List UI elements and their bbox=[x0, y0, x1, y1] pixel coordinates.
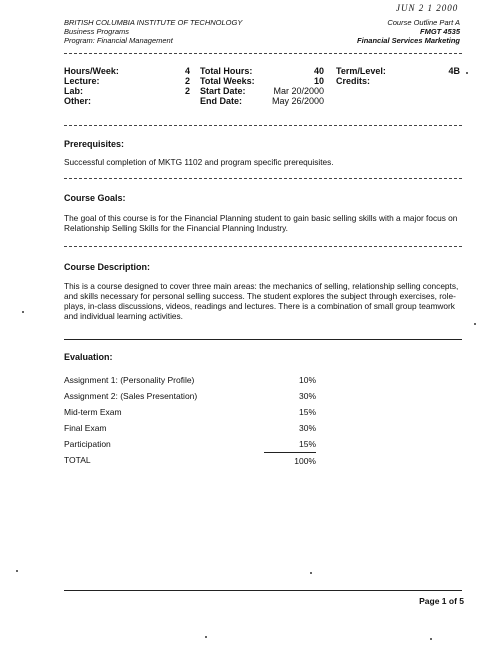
schedule-values-col2 bbox=[178, 66, 190, 106]
outline-part: Course Outline Part A bbox=[387, 18, 460, 27]
start-date-value: Mar 20/2000 bbox=[273, 86, 324, 96]
evaluation-title: Evaluation: bbox=[64, 352, 113, 362]
evaluation-item: Mid-term Exam bbox=[64, 407, 122, 417]
goals-title: Course Goals: bbox=[64, 193, 126, 203]
received-date-stamp: JUN 2 1 2000 bbox=[396, 3, 459, 13]
evaluation-row bbox=[64, 372, 324, 388]
schedule-value bbox=[178, 96, 190, 106]
prerequisites-text: Successful completion of MKTG 1102 and program specific prerequisites. bbox=[64, 157, 334, 167]
goals-text: The goal of this course is for the Financial Planning student to gain basic selling skills with a major focus on Relationship Selling Skills for the Financial Planning Industry. bbox=[64, 213, 458, 233]
evaluation-item: Assignment 1: (Personality Profile) bbox=[64, 375, 195, 385]
course-code: FMGT 4535 bbox=[419, 27, 460, 36]
department-name: Business Programs bbox=[64, 27, 130, 36]
evaluation-total-row bbox=[64, 452, 324, 468]
header-institution bbox=[64, 18, 242, 45]
evaluation-item: Participation bbox=[64, 439, 111, 449]
section-divider bbox=[64, 246, 462, 247]
footer-divider bbox=[64, 590, 462, 591]
scan-speck bbox=[310, 572, 312, 574]
evaluation-row bbox=[64, 420, 324, 436]
schedule-labels-col1 bbox=[64, 66, 174, 106]
end-date-value: May 26/2000 bbox=[271, 96, 324, 106]
evaluation-weight: 30% bbox=[298, 391, 316, 401]
evaluation-row bbox=[64, 404, 324, 420]
scan-speck bbox=[430, 638, 432, 640]
schedule-value: 4 bbox=[184, 66, 190, 76]
term-level-value: 4B bbox=[448, 66, 460, 76]
evaluation-total-label: TOTAL bbox=[64, 455, 91, 465]
schedule-value: 2 bbox=[184, 86, 190, 96]
schedule-label: Lecture: bbox=[64, 76, 100, 86]
evaluation-item: Final Exam bbox=[64, 423, 107, 433]
schedule-value: 40 bbox=[313, 66, 324, 76]
evaluation-item: Assignment 2: (Sales Presentation) bbox=[64, 391, 198, 401]
schedule-values-col4 bbox=[264, 66, 324, 106]
evaluation-row bbox=[64, 436, 324, 452]
schedule-label: Start Date: bbox=[200, 86, 246, 96]
schedule-label: End Date: bbox=[200, 96, 243, 106]
institution-name: BRITISH COLUMBIA INSTITUTE OF TECHNOLOGY bbox=[64, 18, 243, 27]
schedule-label: Hours/Week: bbox=[64, 66, 119, 76]
evaluation-weight: 15% bbox=[298, 439, 316, 449]
section-divider bbox=[64, 339, 462, 340]
schedule-label: Total Hours: bbox=[200, 66, 253, 76]
schedule-values-col6 bbox=[440, 66, 460, 76]
schedule-label: Total Weeks: bbox=[200, 76, 255, 86]
section-divider bbox=[64, 125, 462, 126]
evaluation-row bbox=[64, 388, 324, 404]
schedule-label: Other: bbox=[64, 96, 91, 106]
section-divider bbox=[64, 178, 462, 179]
schedule-label: Lab: bbox=[64, 86, 83, 96]
scan-speck bbox=[205, 636, 207, 638]
schedule-value: 10 bbox=[313, 76, 324, 86]
scan-speck bbox=[466, 72, 468, 74]
description-title: Course Description: bbox=[64, 262, 151, 272]
page-number: Page 1 of 5 bbox=[419, 596, 464, 606]
scan-speck bbox=[22, 311, 24, 313]
evaluation-table bbox=[64, 372, 324, 468]
evaluation-weight: 30% bbox=[298, 423, 316, 433]
evaluation-weight: 10% bbox=[298, 375, 316, 385]
header-divider bbox=[64, 53, 462, 54]
prerequisites-title: Prerequisites: bbox=[64, 139, 125, 149]
scan-speck bbox=[474, 323, 476, 325]
schedule-value: 2 bbox=[184, 76, 190, 86]
description-text: This is a course designed to cover three main areas: the mechanics of selling, relationship selling concepts, and skills necessary for personal selling success. The student explores the subject through exercises, role-plays, in-class discussions, videos, readings and lectures. There is a combination of small group teamwork and individual learning activities. bbox=[64, 281, 459, 321]
header-course bbox=[357, 18, 460, 45]
evaluation-weight: 15% bbox=[298, 407, 316, 417]
schedule-labels-col5 bbox=[336, 66, 396, 86]
evaluation-total-value: 100% bbox=[264, 452, 316, 469]
scan-speck bbox=[16, 570, 18, 572]
course-name: Financial Services Marketing bbox=[357, 36, 460, 45]
schedule-label: Term/Level: bbox=[336, 66, 386, 76]
schedule-label: Credits: bbox=[336, 76, 371, 86]
program-name: Program: Financial Management bbox=[64, 36, 173, 45]
